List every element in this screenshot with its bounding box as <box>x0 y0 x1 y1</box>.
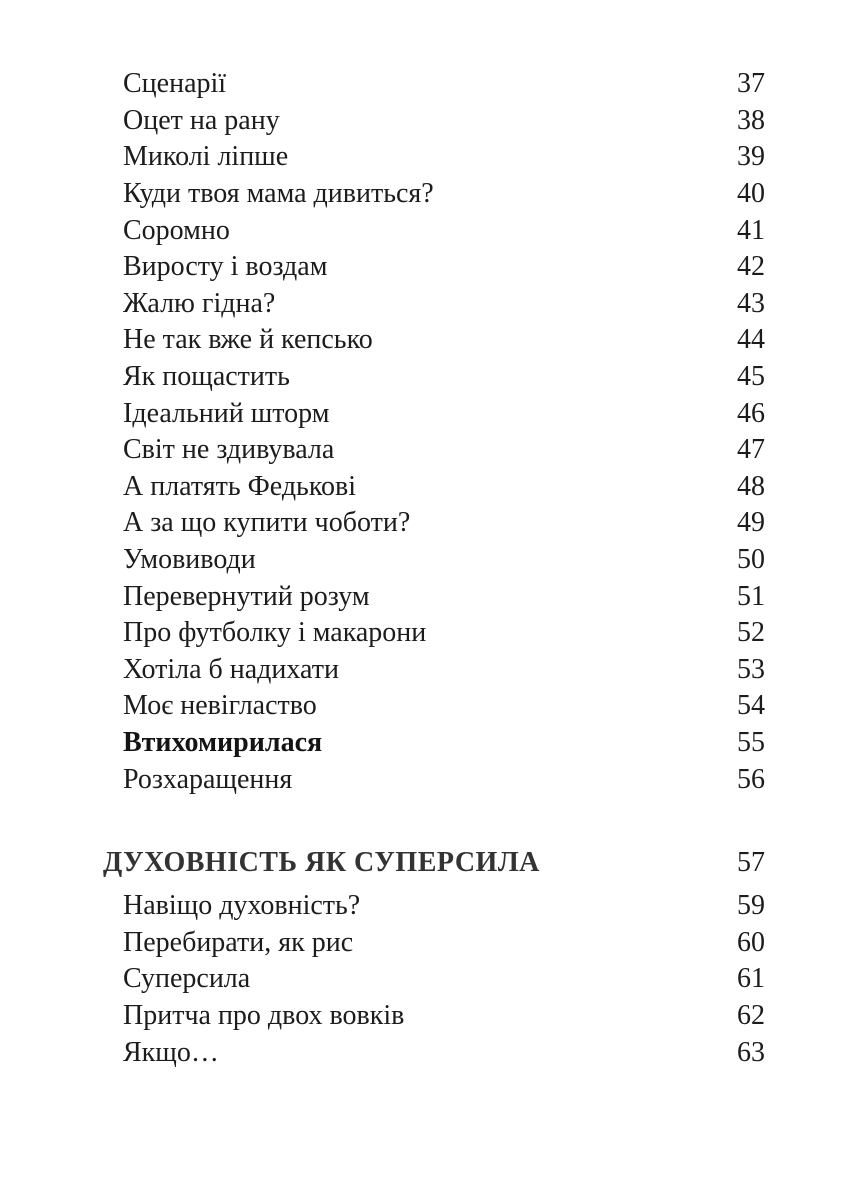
toc-entry-page-number: 52 <box>737 617 765 649</box>
toc-entry <box>103 761 765 798</box>
toc-entry <box>103 725 765 762</box>
toc-entry <box>103 432 765 469</box>
toc-entry-title: Притча про двох вовків <box>123 1001 405 1030</box>
toc-entry-page-number: 38 <box>737 104 765 136</box>
toc-section-header <box>103 844 765 882</box>
toc-entry <box>103 1034 765 1071</box>
toc-entry <box>103 66 765 103</box>
toc-entry-title: Не так вже й кепсько <box>123 326 373 355</box>
toc-entry-page-number: 55 <box>737 726 765 758</box>
toc-entry-title: А платять Федькові <box>123 472 357 501</box>
toc-entry-title: Оцет на рану <box>123 106 280 135</box>
toc-entry-title: Миколі ліпше <box>123 143 289 172</box>
toc-entry-page-number: 47 <box>737 434 765 466</box>
toc-section-title: ДУХОВНІСТЬ ЯК СУПЕРСИЛА <box>103 846 540 878</box>
toc-entry <box>103 652 765 689</box>
toc-entry-page-number: 45 <box>737 361 765 393</box>
toc-section-page-number: 57 <box>737 846 765 878</box>
toc-entry-page-number: 50 <box>737 544 765 576</box>
toc-entry-page-number: 51 <box>737 580 765 612</box>
toc-entry-page-number: 59 <box>737 890 765 922</box>
toc-entry-page-number: 53 <box>737 653 765 685</box>
toc-entry <box>103 176 765 213</box>
toc-entry-title: Якщо… <box>123 1038 219 1067</box>
toc-entry-page-number: 63 <box>737 1036 765 1068</box>
toc-entry <box>103 249 765 286</box>
toc-entry-title: Світ не здивувала <box>123 436 335 465</box>
toc-entry-page-number: 62 <box>737 999 765 1031</box>
toc-entry-page-number: 37 <box>737 68 765 100</box>
toc-entry <box>103 888 765 925</box>
toc-entry <box>103 359 765 396</box>
toc-entry-title: Про футболку і макарони <box>123 619 427 648</box>
toc-entry <box>103 505 765 542</box>
toc-entry-title: Суперсила <box>123 965 251 994</box>
toc-entry <box>103 998 765 1035</box>
toc-entry-title: Умовиводи <box>123 546 256 575</box>
toc-entry-title: Ідеальний шторм <box>123 399 330 428</box>
toc-entry-page-number: 43 <box>737 287 765 319</box>
toc-entry-page-number: 49 <box>737 507 765 539</box>
toc-entry-page-number: 60 <box>737 926 765 958</box>
toc-entry <box>103 322 765 359</box>
toc-entry-page-number: 41 <box>737 214 765 246</box>
toc-entry <box>103 139 765 176</box>
toc-entry <box>103 286 765 323</box>
toc-entry-page-number: 54 <box>737 690 765 722</box>
toc-entry-title: Розхаращення <box>123 765 293 794</box>
toc-entry-title: Хотіла б надихати <box>123 655 339 684</box>
toc-entry <box>103 924 765 961</box>
toc-entry-title: Перебирати, як рис <box>123 928 354 957</box>
toc-entry <box>103 615 765 652</box>
toc-entry-page-number: 40 <box>737 178 765 210</box>
toc-entry-page-number: 39 <box>737 141 765 173</box>
toc-entry <box>103 578 765 615</box>
toc-entry <box>103 395 765 432</box>
toc-entry-title: А за що купити чоботи? <box>123 509 411 538</box>
toc-entry <box>103 688 765 725</box>
toc-entry-title: Жалю гідна? <box>123 289 276 318</box>
toc-entry-page-number: 46 <box>737 397 765 429</box>
toc-entry-title: Виросту і воздам <box>123 253 328 282</box>
toc-entry-page-number: 42 <box>737 251 765 283</box>
toc-entry <box>103 469 765 506</box>
toc-entry-title: Соромно <box>123 216 230 245</box>
table-of-contents <box>103 66 765 1071</box>
toc-entry <box>103 961 765 998</box>
toc-entry-title: Моє невігластво <box>123 692 317 721</box>
toc-entry <box>103 212 765 249</box>
toc-entry-title: Сценарії <box>123 70 227 99</box>
toc-entry-page-number: 48 <box>737 470 765 502</box>
toc-entry-page-number: 61 <box>737 963 765 995</box>
toc-entry <box>103 542 765 579</box>
toc-entry-title: Як пощастить <box>123 363 290 392</box>
toc-entry <box>103 103 765 140</box>
toc-entry-title: Куди твоя мама дивиться? <box>123 180 434 209</box>
toc-entry-page-number: 44 <box>737 324 765 356</box>
toc-entry-title: Навіщо духовність? <box>123 892 361 921</box>
toc-entry-title: Перевернутий розум <box>123 582 370 611</box>
toc-entry-page-number: 56 <box>737 763 765 795</box>
toc-entry-title: Втихомирилася <box>123 728 323 757</box>
